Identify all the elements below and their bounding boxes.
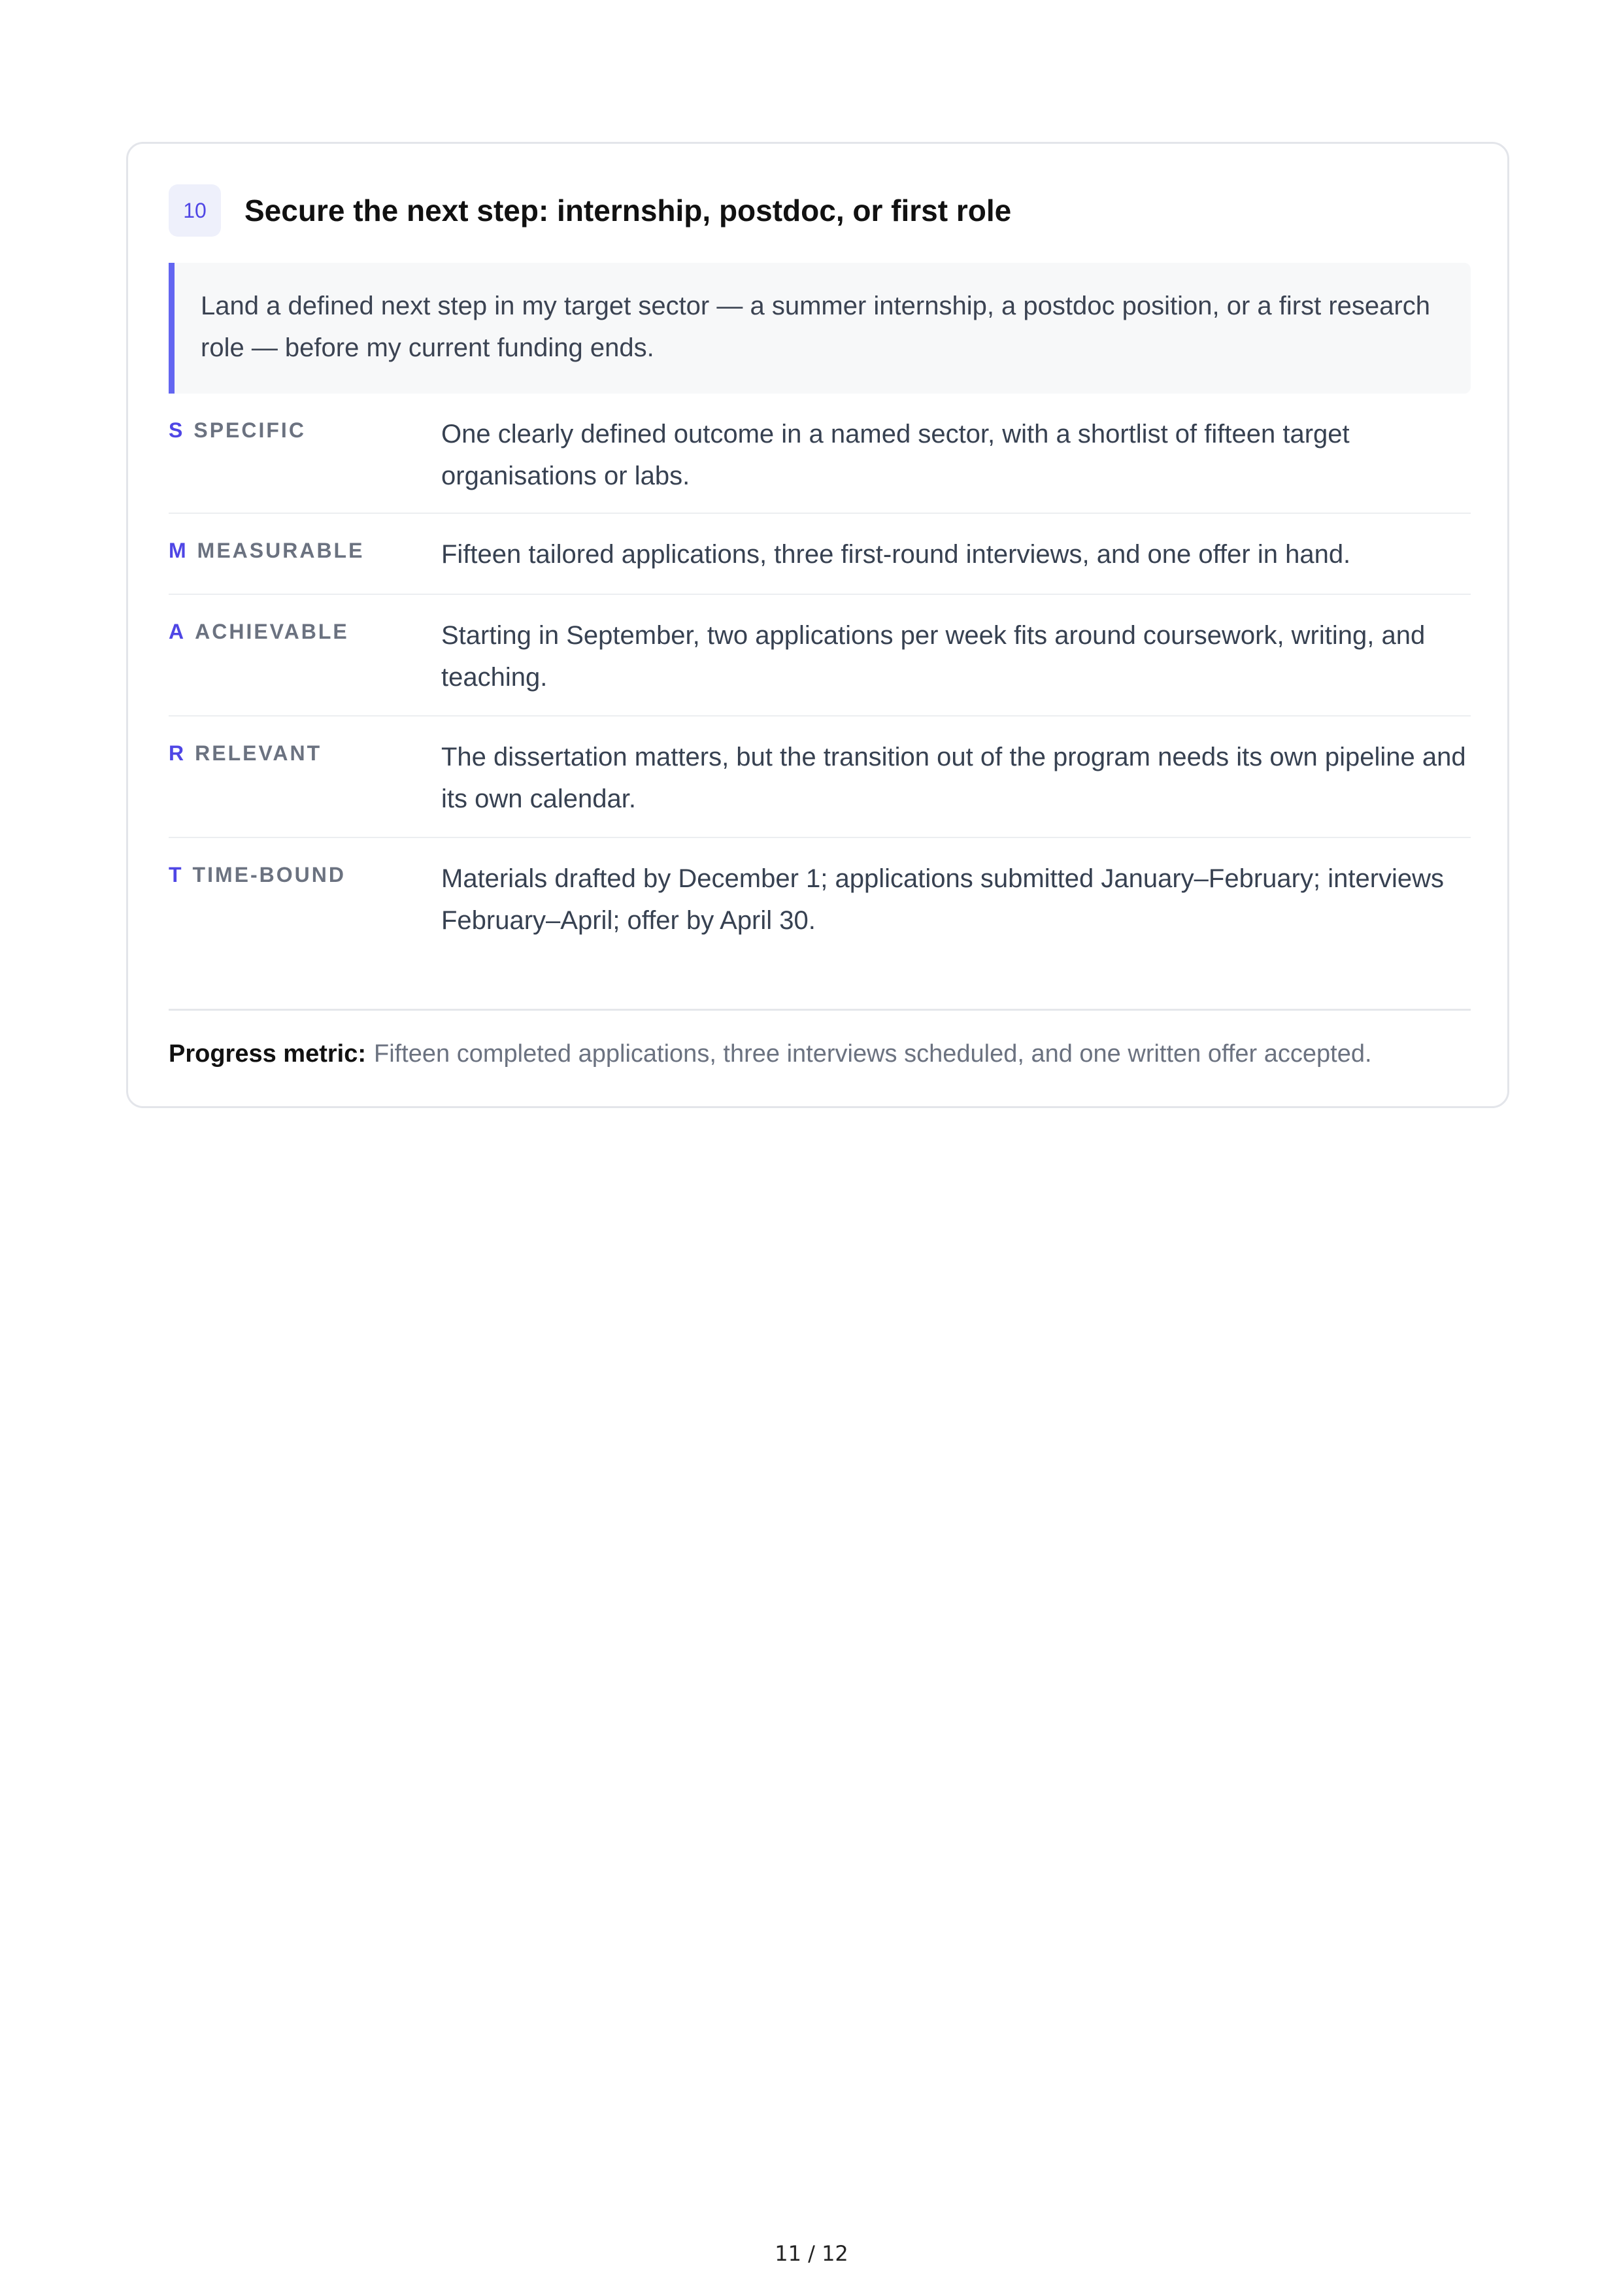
smart-row-measurable — [169, 514, 1471, 595]
smart-row-specific — [169, 394, 1471, 514]
smart-letter: M — [169, 539, 188, 562]
goal-number-badge: 10 — [169, 184, 221, 237]
smart-label — [169, 539, 364, 563]
smart-criteria-list — [169, 394, 1471, 995]
page-number: 11 / 12 — [775, 2241, 848, 2266]
progress-metric-text: Fifteen completed applications, three interviews scheduled, and one written offer accepted. — [374, 1040, 1372, 1068]
smart-label — [169, 741, 322, 766]
goal-header — [169, 184, 1467, 237]
goal-title: Secure the next step: internship, postdoc, or first role — [244, 194, 1012, 228]
smart-label-text: SPECIFIC — [193, 418, 306, 442]
smart-text: The dissertation matters, but the transition out of the program needs its own pipeline and its own calendar. — [441, 743, 1466, 813]
smart-label-text: RELEVANT — [195, 741, 322, 765]
smart-letter: R — [169, 741, 186, 765]
progress-divider — [169, 1009, 1471, 1011]
smart-letter: S — [169, 418, 185, 442]
goal-statement: Land a defined next step in my target sector — a summer internship, a postdoc position, or a first research role — before my current funding ends. — [169, 263, 1471, 394]
smart-text: Fifteen tailored applications, three first-round interviews, and one offer in hand. — [441, 540, 1351, 569]
smart-text: One clearly defined outcome in a named sector, with a shortlist of fifteen target organisations or labs. — [441, 420, 1350, 490]
smart-label-text: MEASURABLE — [197, 539, 365, 562]
smart-text: Materials drafted by December 1; applications submitted January–February; interviews February–April; offer by April 30. — [441, 864, 1445, 935]
smart-label — [169, 863, 346, 887]
goal-card — [126, 142, 1509, 1108]
smart-row-achievable — [169, 595, 1471, 717]
smart-text: Starting in September, two applications per week fits around coursework, writing, and teaching. — [441, 621, 1426, 692]
smart-letter: A — [169, 620, 186, 643]
smart-label-text: ACHIEVABLE — [195, 620, 349, 643]
smart-letter: T — [169, 863, 184, 886]
smart-label-text: TIME-BOUND — [192, 863, 346, 886]
smart-label — [169, 418, 306, 443]
progress-metric — [169, 1033, 1471, 1075]
smart-label — [169, 620, 349, 644]
smart-row-relevant — [169, 717, 1471, 838]
progress-metric-label: Progress metric: — [169, 1040, 367, 1068]
smart-row-time-bound — [169, 838, 1471, 995]
